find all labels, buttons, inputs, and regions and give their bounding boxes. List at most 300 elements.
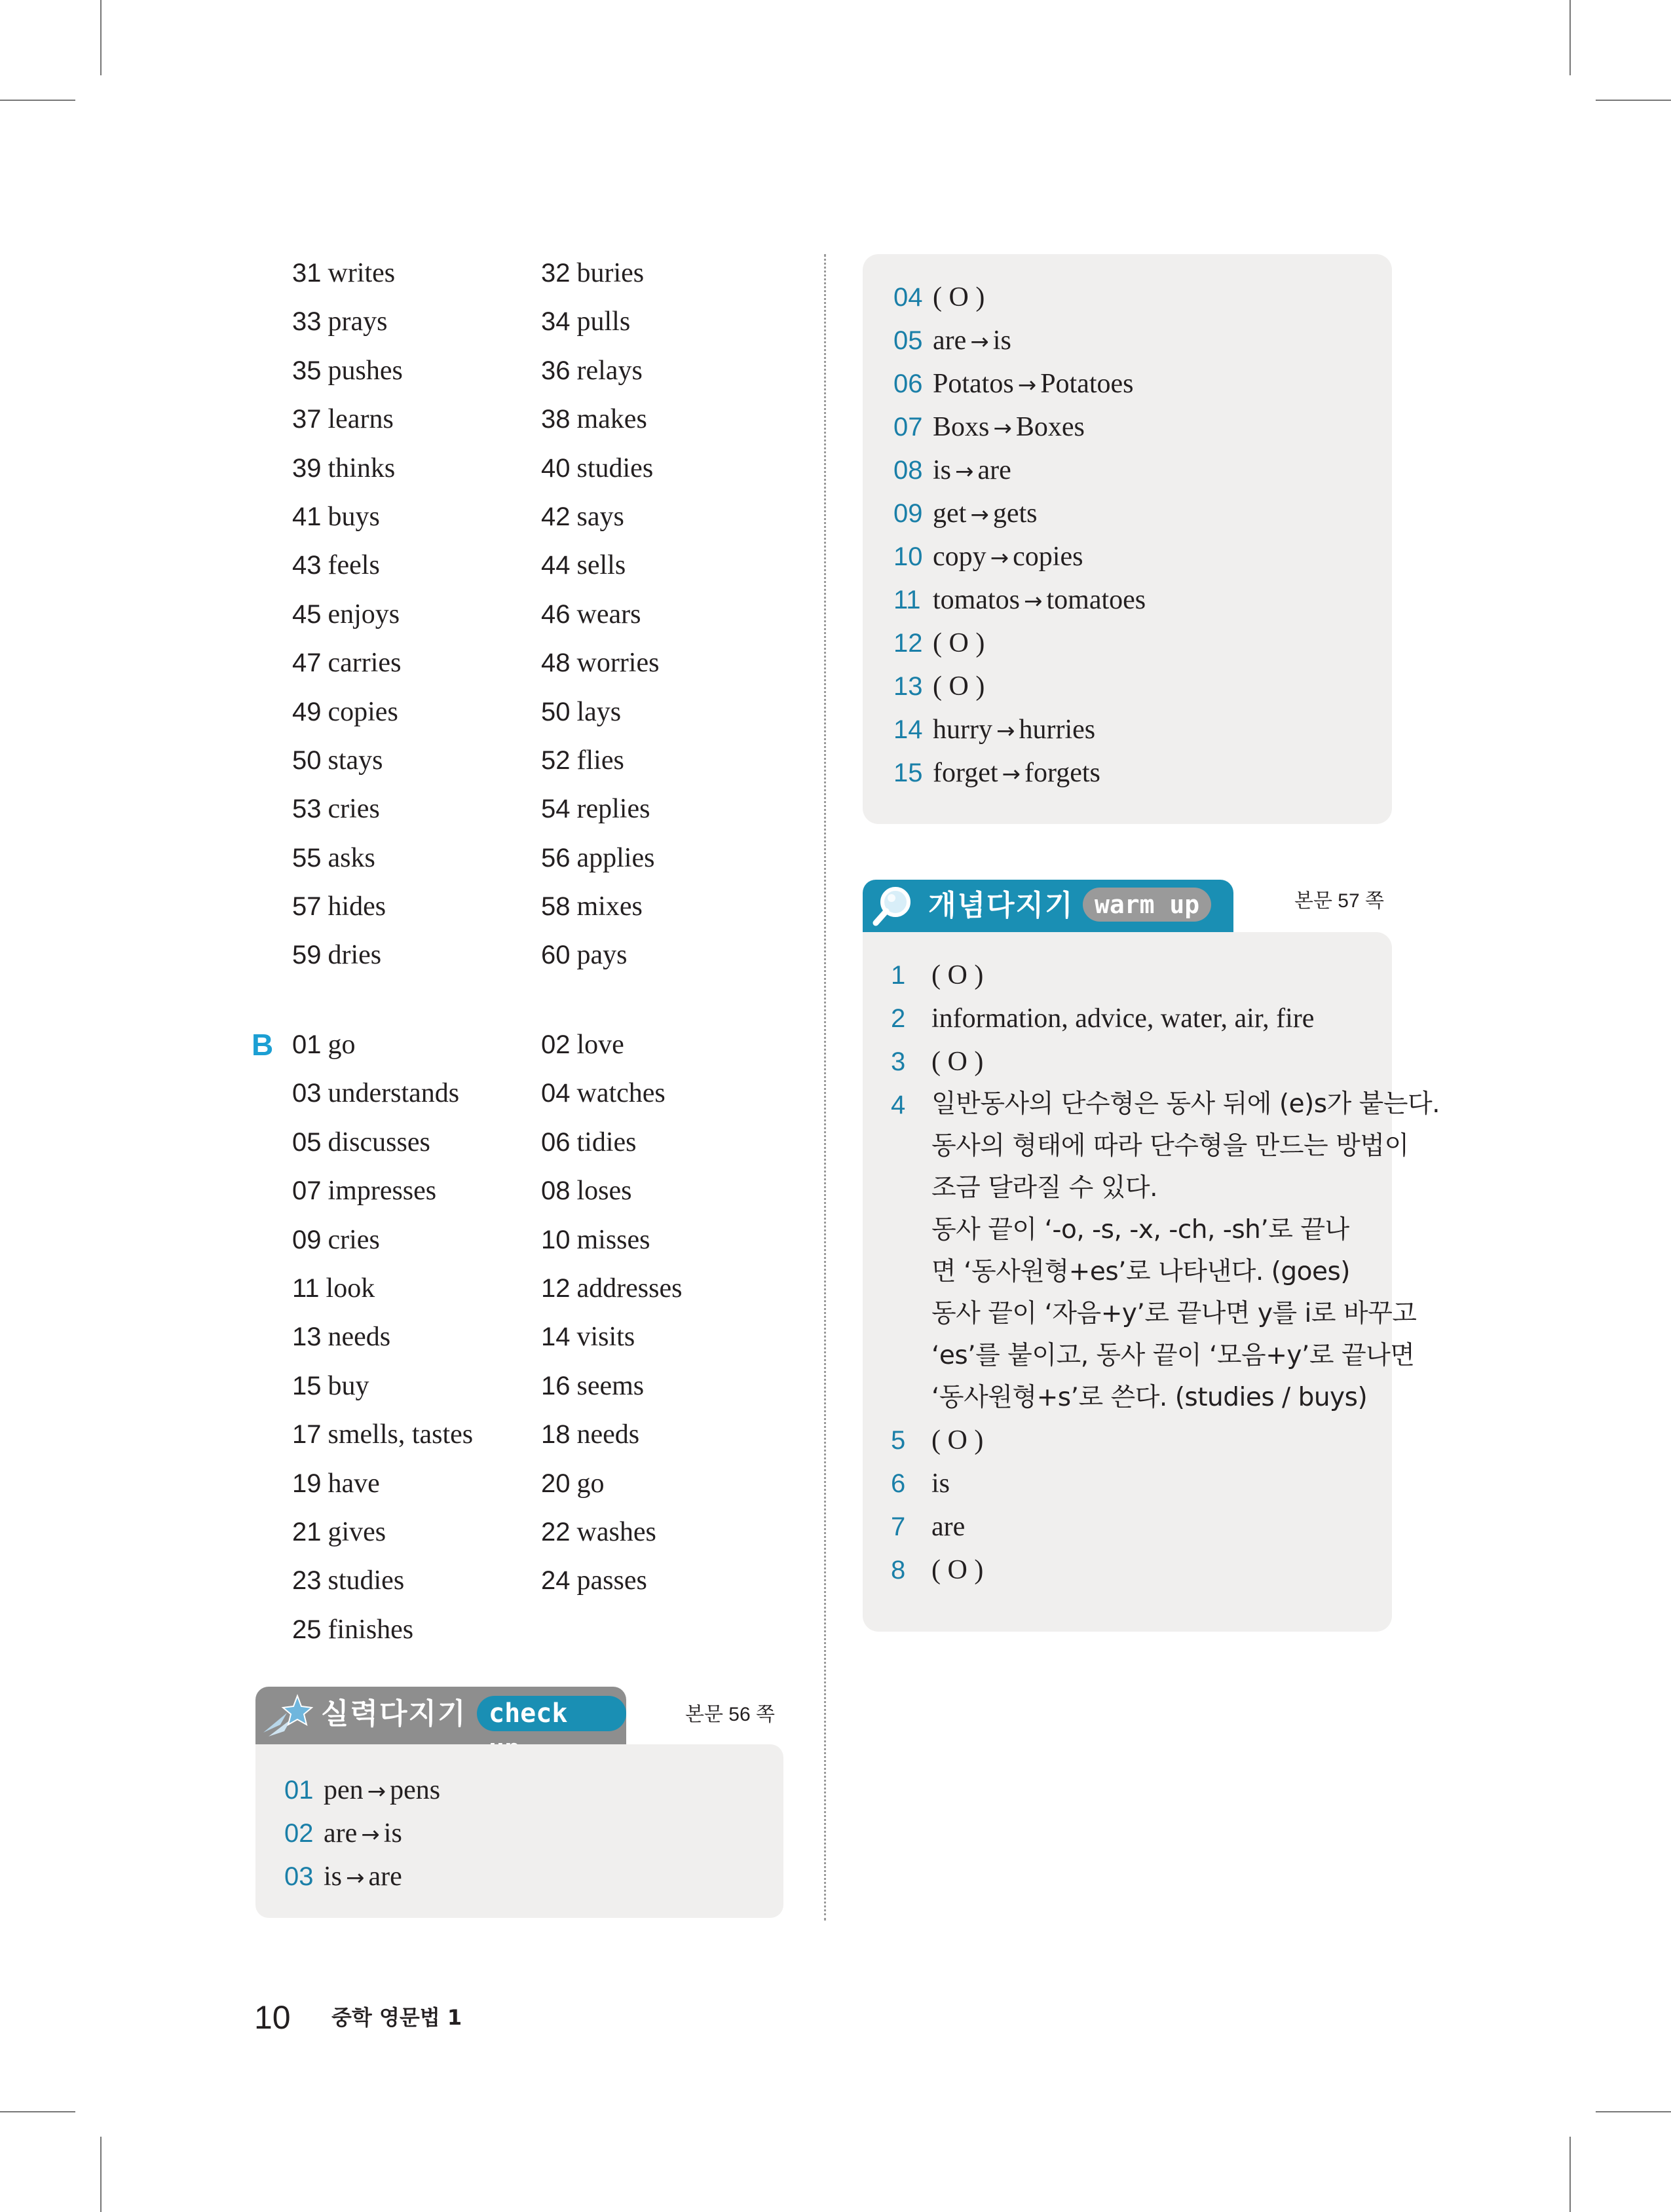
correction-number: 01 [284, 1776, 314, 1805]
correction-original: Potatos [933, 369, 1014, 399]
answer-item [292, 931, 381, 979]
warm-up-line: ‘es’를 붙이고, 동사 끝이 ‘모음+y’로 끝나면 [931, 1341, 1415, 1370]
answer-number: 18 [541, 1420, 571, 1450]
answer-number: 08 [541, 1176, 571, 1206]
answer-item [292, 1463, 380, 1505]
warm-up-line: ( O ) [931, 1425, 984, 1455]
correction-number: 06 [893, 369, 923, 398]
answer-item [292, 1609, 413, 1651]
correction-item [893, 665, 1146, 708]
answer-text: learns [328, 404, 394, 435]
answer-text: carries [328, 648, 402, 679]
answer-text: go [576, 1468, 605, 1499]
answer-item [292, 395, 394, 443]
correction-item [893, 751, 1146, 795]
check-up-badge: check [477, 1696, 626, 1731]
correction-original: is [933, 455, 952, 485]
answer-number: 19 [292, 1469, 322, 1498]
correction-original: copy [933, 542, 986, 572]
answer-text: pulls [576, 307, 631, 337]
answer-number: 33 [292, 307, 322, 337]
answer-item [541, 347, 643, 395]
answer-item [292, 1365, 369, 1407]
correction-number: 14 [893, 715, 923, 744]
crop-mark [1596, 100, 1671, 101]
correction-original: get [933, 498, 967, 529]
answer-item [292, 297, 387, 346]
warm-up-line: 동사 끝이 ‘-o, -s, -x, -ch, -sh’로 끝나 [931, 1215, 1349, 1245]
correction-item [284, 1812, 440, 1855]
correction-item [893, 319, 1146, 362]
answer-text: thinks [328, 453, 396, 483]
answer-text: sells [576, 550, 626, 581]
answer-text: relays [576, 355, 643, 386]
answer-item [292, 1024, 356, 1066]
answer-number: 38 [541, 405, 571, 434]
section-a-answer-list [292, 249, 790, 980]
answer-item [292, 785, 380, 833]
answer-row [292, 1072, 790, 1121]
book-title: 중학 영문법 1 [331, 2005, 462, 2030]
answer-text: understands [328, 1078, 460, 1109]
correction-number: 02 [284, 1819, 314, 1848]
answer-text: visits [576, 1322, 635, 1353]
answer-item [541, 688, 621, 736]
answer-row [292, 688, 790, 736]
answer-item [292, 1072, 459, 1114]
answer-text: flies [576, 745, 624, 776]
answer-item [292, 1560, 404, 1602]
answer-number: 13 [292, 1322, 322, 1352]
answer-row [292, 395, 790, 443]
answer-text: needs [576, 1419, 640, 1450]
warm-up-item [891, 1505, 1389, 1548]
answer-text: have [328, 1468, 380, 1499]
crop-mark [100, 2137, 102, 2212]
correction-original: tomatos [933, 585, 1020, 615]
answer-text: passes [576, 1565, 647, 1596]
warm-up-item [891, 1462, 1389, 1505]
answer-row [292, 444, 790, 493]
answer-number: 40 [541, 453, 571, 483]
arrow-icon: → [346, 1865, 365, 1891]
answer-number: 10 [541, 1225, 571, 1254]
answer-number: 03 [292, 1079, 322, 1108]
arrow-icon: → [1002, 761, 1021, 787]
warm-up-title: 개념다지기 [928, 890, 1074, 922]
answer-number: 48 [541, 648, 571, 678]
answer-text: enjoys [328, 599, 400, 629]
answer-text: gives [328, 1516, 386, 1547]
answer-text: pays [576, 940, 628, 971]
answer-number: 59 [292, 941, 322, 970]
correction-original: are [933, 326, 967, 356]
answer-number: 06 [541, 1127, 571, 1157]
correction-original: hurry [933, 715, 992, 745]
answer-row [292, 1365, 790, 1414]
answer-number: 25 [292, 1615, 322, 1644]
answer-item [292, 736, 383, 785]
answer-row [292, 1170, 790, 1218]
answer-number: 57 [292, 892, 322, 922]
warm-up-item [891, 1040, 1389, 1083]
answer-number: 55 [292, 843, 322, 872]
answer-item [292, 1121, 430, 1163]
crop-mark [1596, 2111, 1671, 2112]
answer-number: 50 [292, 745, 322, 775]
answer-number: 42 [541, 502, 571, 531]
answer-item [541, 882, 643, 931]
answer-item [541, 541, 626, 590]
correction-number: 07 [893, 413, 923, 441]
correction-original: ( O ) [933, 282, 985, 312]
answer-number: 50 [541, 697, 571, 726]
correction-fixed: gets [992, 498, 1038, 529]
answer-text: washes [576, 1516, 656, 1547]
magnifier-icon [872, 884, 915, 927]
answer-item [292, 1511, 386, 1553]
correction-original: is [324, 1862, 343, 1892]
answer-item [292, 1414, 473, 1455]
arrow-icon: → [970, 502, 989, 528]
answer-text: cries [328, 794, 380, 825]
correction-fixed: Boxes [1015, 412, 1085, 442]
correction-original: Boxs [933, 412, 990, 442]
answer-row [292, 249, 790, 297]
answer-row [292, 882, 790, 931]
warm-up-page-ref: 본문 57 쪽 [1294, 890, 1384, 912]
answer-number: 52 [541, 745, 571, 775]
answer-row [292, 639, 790, 687]
warm-up-line: 면 ‘동사원형+es’로 나타낸다. (goes) [931, 1257, 1350, 1286]
answer-text: finishes [328, 1614, 414, 1645]
answer-number: 32 [541, 259, 571, 288]
check-up-continued-list [893, 276, 1146, 795]
answer-number: 34 [541, 307, 571, 337]
answer-item [541, 1463, 605, 1505]
correction-number: 12 [893, 629, 923, 658]
correction-number: 11 [893, 586, 921, 614]
answer-text: says [576, 501, 624, 532]
warm-up-item [891, 997, 1389, 1040]
answer-row [292, 1609, 790, 1657]
answer-item [292, 541, 380, 590]
answer-item [541, 493, 624, 541]
answer-text: look [326, 1273, 375, 1303]
arrow-icon: → [996, 718, 1015, 744]
warm-up-number: 4 [891, 1091, 906, 1119]
answer-item [541, 1219, 650, 1261]
answer-row [292, 736, 790, 785]
answer-item [292, 688, 398, 736]
answer-text: lays [576, 696, 622, 727]
answer-number: 24 [541, 1566, 571, 1596]
answer-row [292, 785, 790, 833]
answer-item [292, 590, 400, 639]
answer-number: 45 [292, 599, 322, 629]
answer-item [292, 1316, 390, 1358]
answer-number: 15 [292, 1371, 322, 1400]
answer-item [292, 249, 395, 297]
warm-up-header [863, 880, 1233, 932]
correction-fixed: are [977, 455, 1011, 485]
warm-up-number: 3 [891, 1047, 906, 1076]
answer-row [292, 1121, 790, 1170]
correction-fixed: is [992, 326, 1011, 356]
warm-up-badge: warm up [1083, 888, 1211, 922]
answer-item [541, 736, 624, 785]
answer-item [292, 493, 380, 541]
correction-fixed: hurries [1019, 715, 1096, 745]
answer-number: 22 [541, 1517, 571, 1547]
answer-text: stays [328, 745, 383, 776]
answer-text: makes [576, 404, 647, 435]
answer-text: studies [576, 453, 654, 483]
warm-up-line: is [931, 1469, 950, 1499]
correction-number: 08 [893, 456, 923, 485]
warm-up-number: 1 [891, 961, 906, 990]
answer-row [292, 493, 790, 541]
answer-text: discusses [328, 1127, 430, 1157]
check-up-title: 실력다지기 [321, 1698, 467, 1730]
correction-number: 09 [893, 499, 923, 528]
answer-item [292, 347, 403, 395]
answer-number: 43 [292, 551, 322, 580]
warm-up-item [891, 1419, 1389, 1462]
answer-item [541, 395, 647, 443]
warm-up-line: are [931, 1512, 966, 1542]
answer-text: buys [328, 501, 380, 532]
answer-number: 12 [541, 1273, 571, 1303]
answer-item [541, 1024, 624, 1066]
section-b-label: B [252, 1028, 274, 1062]
answer-number: 31 [292, 259, 322, 288]
answer-text: go [328, 1030, 356, 1060]
answer-row [292, 1463, 790, 1511]
crop-mark [1569, 2137, 1571, 2212]
answer-text: wears [576, 599, 641, 629]
answer-number: 49 [292, 697, 322, 726]
correction-fixed: tomatoes [1046, 585, 1146, 615]
answer-text: dries [328, 940, 382, 971]
answer-number: 54 [541, 795, 571, 824]
answer-item [292, 639, 401, 687]
answer-text: smells, tastes [328, 1419, 474, 1450]
correction-item [893, 622, 1146, 665]
crop-mark [1569, 0, 1571, 75]
warm-up-answer-list [891, 954, 1440, 1592]
answer-number: 21 [292, 1517, 322, 1547]
answer-number: 46 [541, 599, 571, 629]
correction-fixed: pens [390, 1775, 441, 1805]
answer-item [541, 1121, 637, 1163]
answer-item [292, 834, 375, 882]
answer-number: 36 [541, 356, 571, 385]
answer-item [541, 590, 641, 639]
correction-item [284, 1855, 440, 1898]
warm-up-line: 일반동사의 단수형은 동사 뒤에 (e)s가 붙는다. [931, 1089, 1440, 1119]
answer-item [541, 931, 628, 979]
answer-number: 35 [292, 356, 322, 385]
warm-up-number: 5 [891, 1426, 906, 1455]
crop-mark [0, 100, 75, 101]
correction-item [893, 405, 1146, 449]
warm-up-item [891, 1548, 1389, 1592]
column-divider [824, 254, 826, 1921]
answer-text: buries [576, 258, 645, 288]
correction-number: 05 [893, 326, 923, 355]
check-up-page-ref: 본문 56 쪽 [685, 1704, 775, 1725]
answer-item [541, 1072, 666, 1114]
answer-text: hides [328, 891, 386, 922]
answer-row [292, 347, 790, 395]
correction-number: 04 [893, 283, 923, 312]
warm-up-number: 2 [891, 1004, 906, 1033]
check-up-header [255, 1687, 626, 1744]
answer-row [292, 1560, 790, 1608]
answer-number: 07 [292, 1176, 322, 1206]
section-b-answer-list [292, 1024, 790, 1657]
answer-number: 04 [541, 1079, 571, 1108]
arrow-icon: → [367, 1778, 386, 1805]
answer-text: watches [576, 1078, 666, 1109]
correction-fixed: Potatoes [1040, 369, 1134, 399]
answer-text: replies [576, 794, 650, 825]
warm-up-line: 조금 달라질 수 있다. [931, 1173, 1157, 1203]
correction-item [893, 578, 1146, 622]
crop-mark [0, 2111, 75, 2112]
answer-text: love [576, 1030, 624, 1060]
answer-number: 09 [292, 1225, 322, 1254]
correction-item [893, 492, 1146, 535]
answer-row [292, 834, 790, 882]
arrow-icon: → [970, 329, 989, 355]
correction-item [893, 276, 1146, 319]
answer-row [292, 1316, 790, 1364]
answer-text: studies [328, 1565, 405, 1596]
answer-item [541, 1365, 644, 1407]
correction-original: ( O ) [933, 628, 985, 658]
correction-number: 03 [284, 1862, 314, 1891]
answer-item [541, 444, 653, 493]
answer-number: 02 [541, 1030, 571, 1059]
answer-item [292, 444, 395, 493]
answer-number: 01 [292, 1030, 322, 1059]
answer-row [292, 1511, 790, 1560]
answer-text: loses [576, 1176, 632, 1207]
answer-row [292, 590, 790, 639]
answer-item [541, 297, 630, 346]
correction-fixed: copies [1013, 542, 1083, 572]
answer-text: mixes [576, 891, 643, 922]
warm-up-line: ( O ) [931, 960, 984, 990]
answer-text: seems [576, 1370, 645, 1401]
answer-item [541, 1560, 647, 1602]
correction-fixed: forgets [1024, 758, 1100, 788]
answer-text: applies [576, 842, 655, 873]
arrow-icon: → [1024, 588, 1043, 614]
answer-item [541, 1316, 635, 1358]
correction-item [893, 535, 1146, 578]
answer-text: feels [328, 550, 380, 581]
answer-text: buy [328, 1370, 369, 1401]
answer-text: writes [328, 258, 396, 288]
answer-number: 14 [541, 1322, 571, 1352]
answer-number: 05 [292, 1127, 322, 1157]
answer-text: asks [328, 842, 375, 873]
arrow-icon: → [955, 459, 974, 485]
correction-original: ( O ) [933, 671, 985, 702]
warm-up-line: 동사의 형태에 따라 단수형을 만드는 방법이 [931, 1131, 1409, 1161]
correction-original: forget [933, 758, 998, 788]
correction-fixed: are [368, 1862, 402, 1892]
answer-row [292, 1219, 790, 1267]
warm-up-line: ( O ) [931, 1047, 984, 1077]
answer-item [541, 785, 650, 833]
arrow-icon: → [990, 545, 1009, 571]
answer-number: 11 [292, 1273, 320, 1303]
answer-number: 20 [541, 1469, 571, 1498]
warm-up-line: 동사 끝이 ‘자음+y’로 끝나면 y를 i로 바꾸고 [931, 1299, 1417, 1328]
correction-number: 13 [893, 672, 923, 701]
answer-number: 37 [292, 405, 322, 434]
answer-number: 23 [292, 1566, 322, 1596]
answer-item [292, 882, 386, 931]
answer-text: pushes [328, 355, 403, 386]
answer-item [292, 1267, 375, 1309]
page-number: 10 [254, 1999, 291, 2036]
correction-original: pen [324, 1775, 364, 1805]
correction-number: 10 [893, 542, 923, 571]
correction-original: are [324, 1818, 358, 1848]
correction-fixed: is [383, 1818, 402, 1848]
star-icon [261, 1693, 313, 1739]
arrow-icon: → [993, 415, 1012, 441]
answer-row [292, 541, 790, 590]
answer-item [541, 249, 644, 297]
crop-mark [100, 0, 102, 75]
answer-number: 56 [541, 843, 571, 872]
warm-up-number: 6 [891, 1469, 906, 1498]
answer-number: 44 [541, 551, 571, 580]
answer-text: copies [328, 696, 398, 727]
warm-up-number: 8 [891, 1556, 906, 1584]
correction-item [893, 449, 1146, 492]
answer-row [292, 1024, 790, 1072]
warm-up-line: ( O ) [931, 1555, 984, 1585]
answer-item [541, 834, 654, 882]
answer-row [292, 931, 790, 979]
answer-item [292, 1170, 436, 1212]
answer-item [292, 1219, 380, 1261]
answer-item [541, 1511, 656, 1553]
answer-text: cries [328, 1224, 380, 1255]
answer-item [541, 639, 659, 687]
answer-text: tidies [576, 1127, 637, 1157]
answer-text: prays [328, 307, 388, 337]
answer-text: needs [328, 1322, 391, 1353]
answer-number: 58 [541, 892, 571, 922]
check-up-answer-list [284, 1769, 440, 1898]
arrow-icon: → [361, 1822, 380, 1848]
warm-up-number: 7 [891, 1512, 906, 1541]
answer-row [292, 1267, 790, 1316]
answer-number: 41 [292, 502, 322, 531]
answer-row [292, 297, 790, 346]
answer-number: 16 [541, 1371, 571, 1400]
answer-text: worries [576, 648, 660, 679]
answer-row [292, 1414, 790, 1462]
